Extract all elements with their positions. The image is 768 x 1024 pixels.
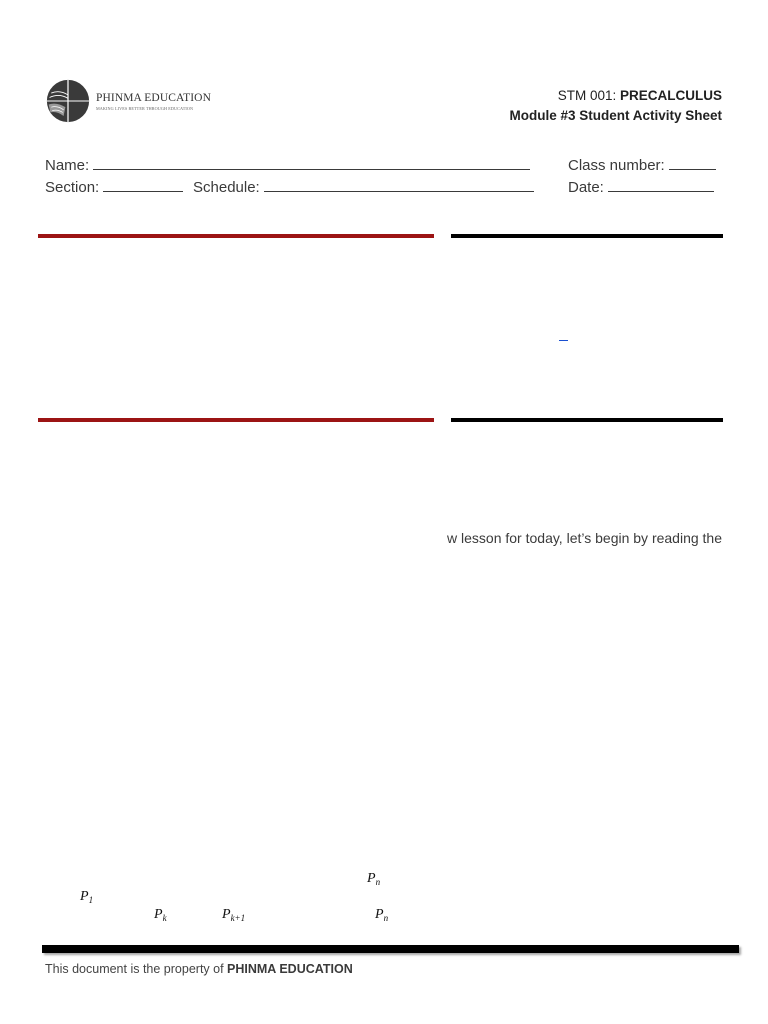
section-divider-black-top (451, 234, 723, 238)
math-p1: $P_1$ (80, 889, 94, 905)
module-title: Module #3 Student Activity Sheet (509, 108, 722, 123)
section-divider-red-top (38, 234, 434, 238)
schedule-field[interactable] (193, 178, 534, 196)
date-label: Date: (568, 179, 604, 196)
section-blank[interactable] (103, 178, 183, 192)
footer-owner: PHINMA EDUCATION (227, 962, 353, 976)
hyperlink-underline[interactable] (559, 334, 568, 341)
section-field[interactable] (45, 178, 183, 196)
class-number-blank[interactable] (669, 156, 716, 170)
footer-prefix: This document is the property of (45, 962, 228, 976)
section-divider-red-bottom (38, 418, 434, 422)
logo-name: PHINMA EDUCATION (95, 91, 211, 104)
section-divider-black-bottom (451, 418, 723, 422)
name-blank[interactable] (93, 156, 530, 170)
intro-text: w lesson for today, let’s begin by reading the (447, 530, 722, 546)
schedule-blank[interactable] (264, 178, 534, 192)
section-label: Section: (45, 179, 100, 196)
class-number-label: Class number: (568, 157, 665, 174)
footer-bar (42, 945, 739, 953)
course-title: PRECALCULUS (619, 88, 722, 103)
footer-text (45, 962, 353, 976)
logo-tagline: MAKING LIVES BETTER THROUGH EDUCATION (95, 105, 194, 111)
date-field[interactable] (568, 178, 714, 196)
name-label: Name: (45, 157, 90, 174)
schedule-label: Schedule: (193, 179, 260, 196)
phinma-logo (46, 72, 211, 130)
date-blank[interactable] (608, 178, 714, 192)
math-pn-top: $P_n$ (367, 871, 381, 887)
math-pn-bottom: $P_n$ (375, 907, 389, 923)
course-code: STM 001: (557, 88, 620, 103)
phinma-emblem-icon (46, 74, 90, 128)
class-number-field[interactable] (568, 156, 716, 174)
course-line (509, 86, 722, 106)
math-pk: $P_k$ (154, 907, 167, 923)
math-pk-plus-1: $P_{k+1}$ (222, 907, 246, 923)
course-header (509, 86, 722, 126)
name-field[interactable] (45, 156, 530, 174)
